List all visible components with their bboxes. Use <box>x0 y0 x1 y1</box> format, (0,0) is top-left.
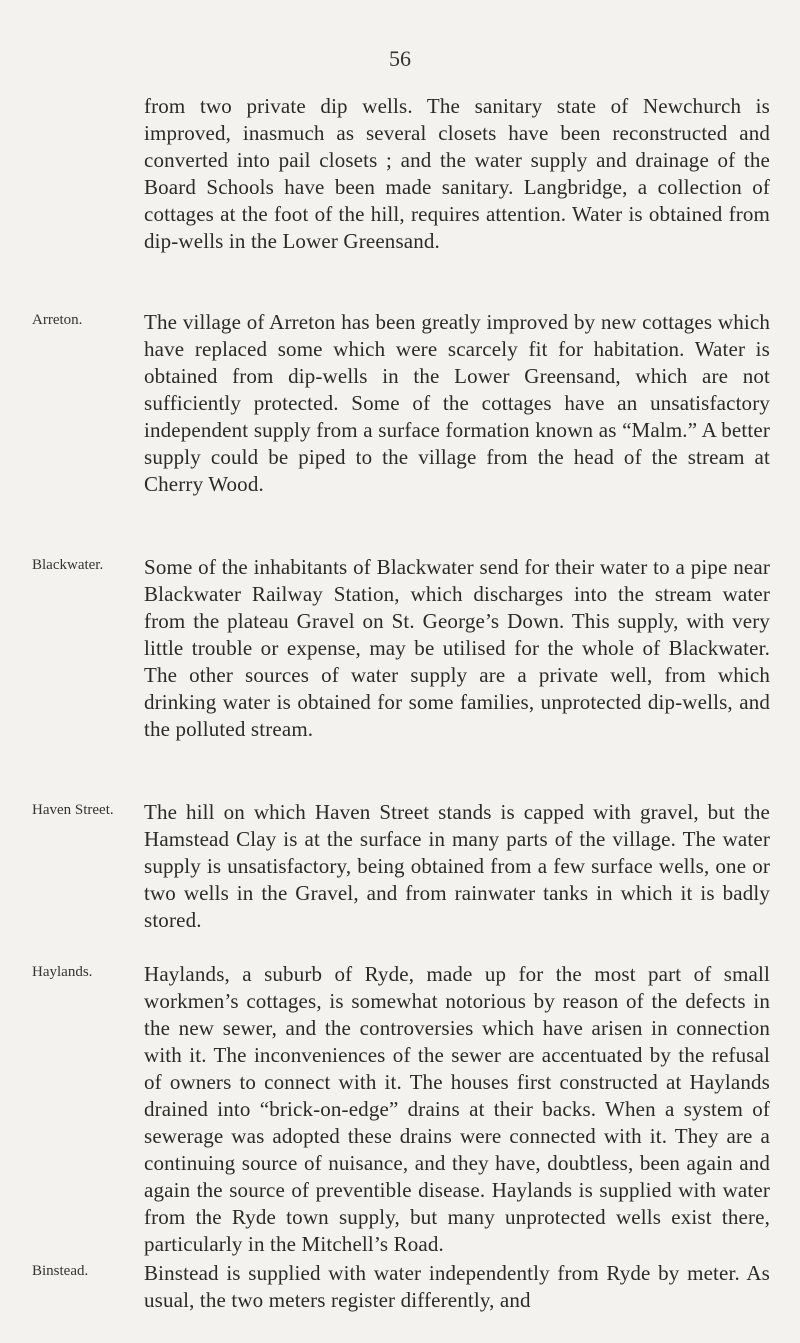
section-text: The hill on which Haven Street stands is capped with gravel, but the Hamstead Clay is at the surface in many parts of the village. The water supply is unsatisfactory, being obtained from a few surface wells, one or two wells in the Gravel, and from rainwater tanks in which it is badly stored. <box>144 800 770 932</box>
margin-heading: Blackwater. <box>32 557 104 573</box>
section-text: Haylands, a suburb of Ryde, made up for the most part of small workmen’s cottages, is somewhat notorious by reason of the defects in the new sewer, and the controversies which have arisen in connection with it. The inconveniences of the sewer are accentuated by the refusal of owners to connect with it. The houses first constructed at Haylands drained into “brick-on-edge” drains at their backs. When a system of sewerage was adopted these drains were connected with it. They are a continuing source of nuisance, and they have, doubtless, been again and again the source of preventible disease. Haylands is supplied with water from the Ryde town supply, but many unprotected wells exist there, particularly in the Mitchell’s Road. <box>144 962 770 1256</box>
section-text: Binstead is supplied with water independently from Ryde by meter. As usual, the two meters register differently, and <box>144 1261 770 1312</box>
page-number: 56 <box>389 46 411 71</box>
margin-heading: Haylands. <box>32 964 93 980</box>
section-text: Some of the inhabitants of Blackwater send for their water to a pipe near Blackwater Railway Station, which discharges into the stream water from the plateau Gravel on St. George’s Down. This supply, with very little trouble or expense, may be utilised for the whole of Blackwater. The other sources of water supply are a private well, from which drinking water is obtained for some families, unprotected dip-wells, and the polluted stream. <box>144 555 770 741</box>
section-text: The village of Arreton has been greatly improved by new cottages which have replaced some which were scarcely fit for habitation. Water is obtained from dip-wells in the Lower Greensand, which are not sufficiently protected. Some of the cottages have an unsatisfactory independent supply from a surface formation known as “Malm.” A better supply could be piped to the village from the head of the stream at Cherry Wood. <box>144 310 770 496</box>
margin-heading: Arreton. <box>32 312 83 328</box>
margin-heading: Haven Street. <box>32 802 114 818</box>
margin-heading: Binstead. <box>32 1263 89 1279</box>
intro-paragraph: from two private dip wells. The sanitary state of Newchurch is improved, inasmuch as several closets have been reconstructed and converted into pail closets ; and the water supply and drainage of the Board Schools have been made sanitary. Langbridge, a collection of cottages at the foot of the hill, requires attention. Water is obtained from dip-wells in the Lower Greensand. <box>144 94 770 253</box>
